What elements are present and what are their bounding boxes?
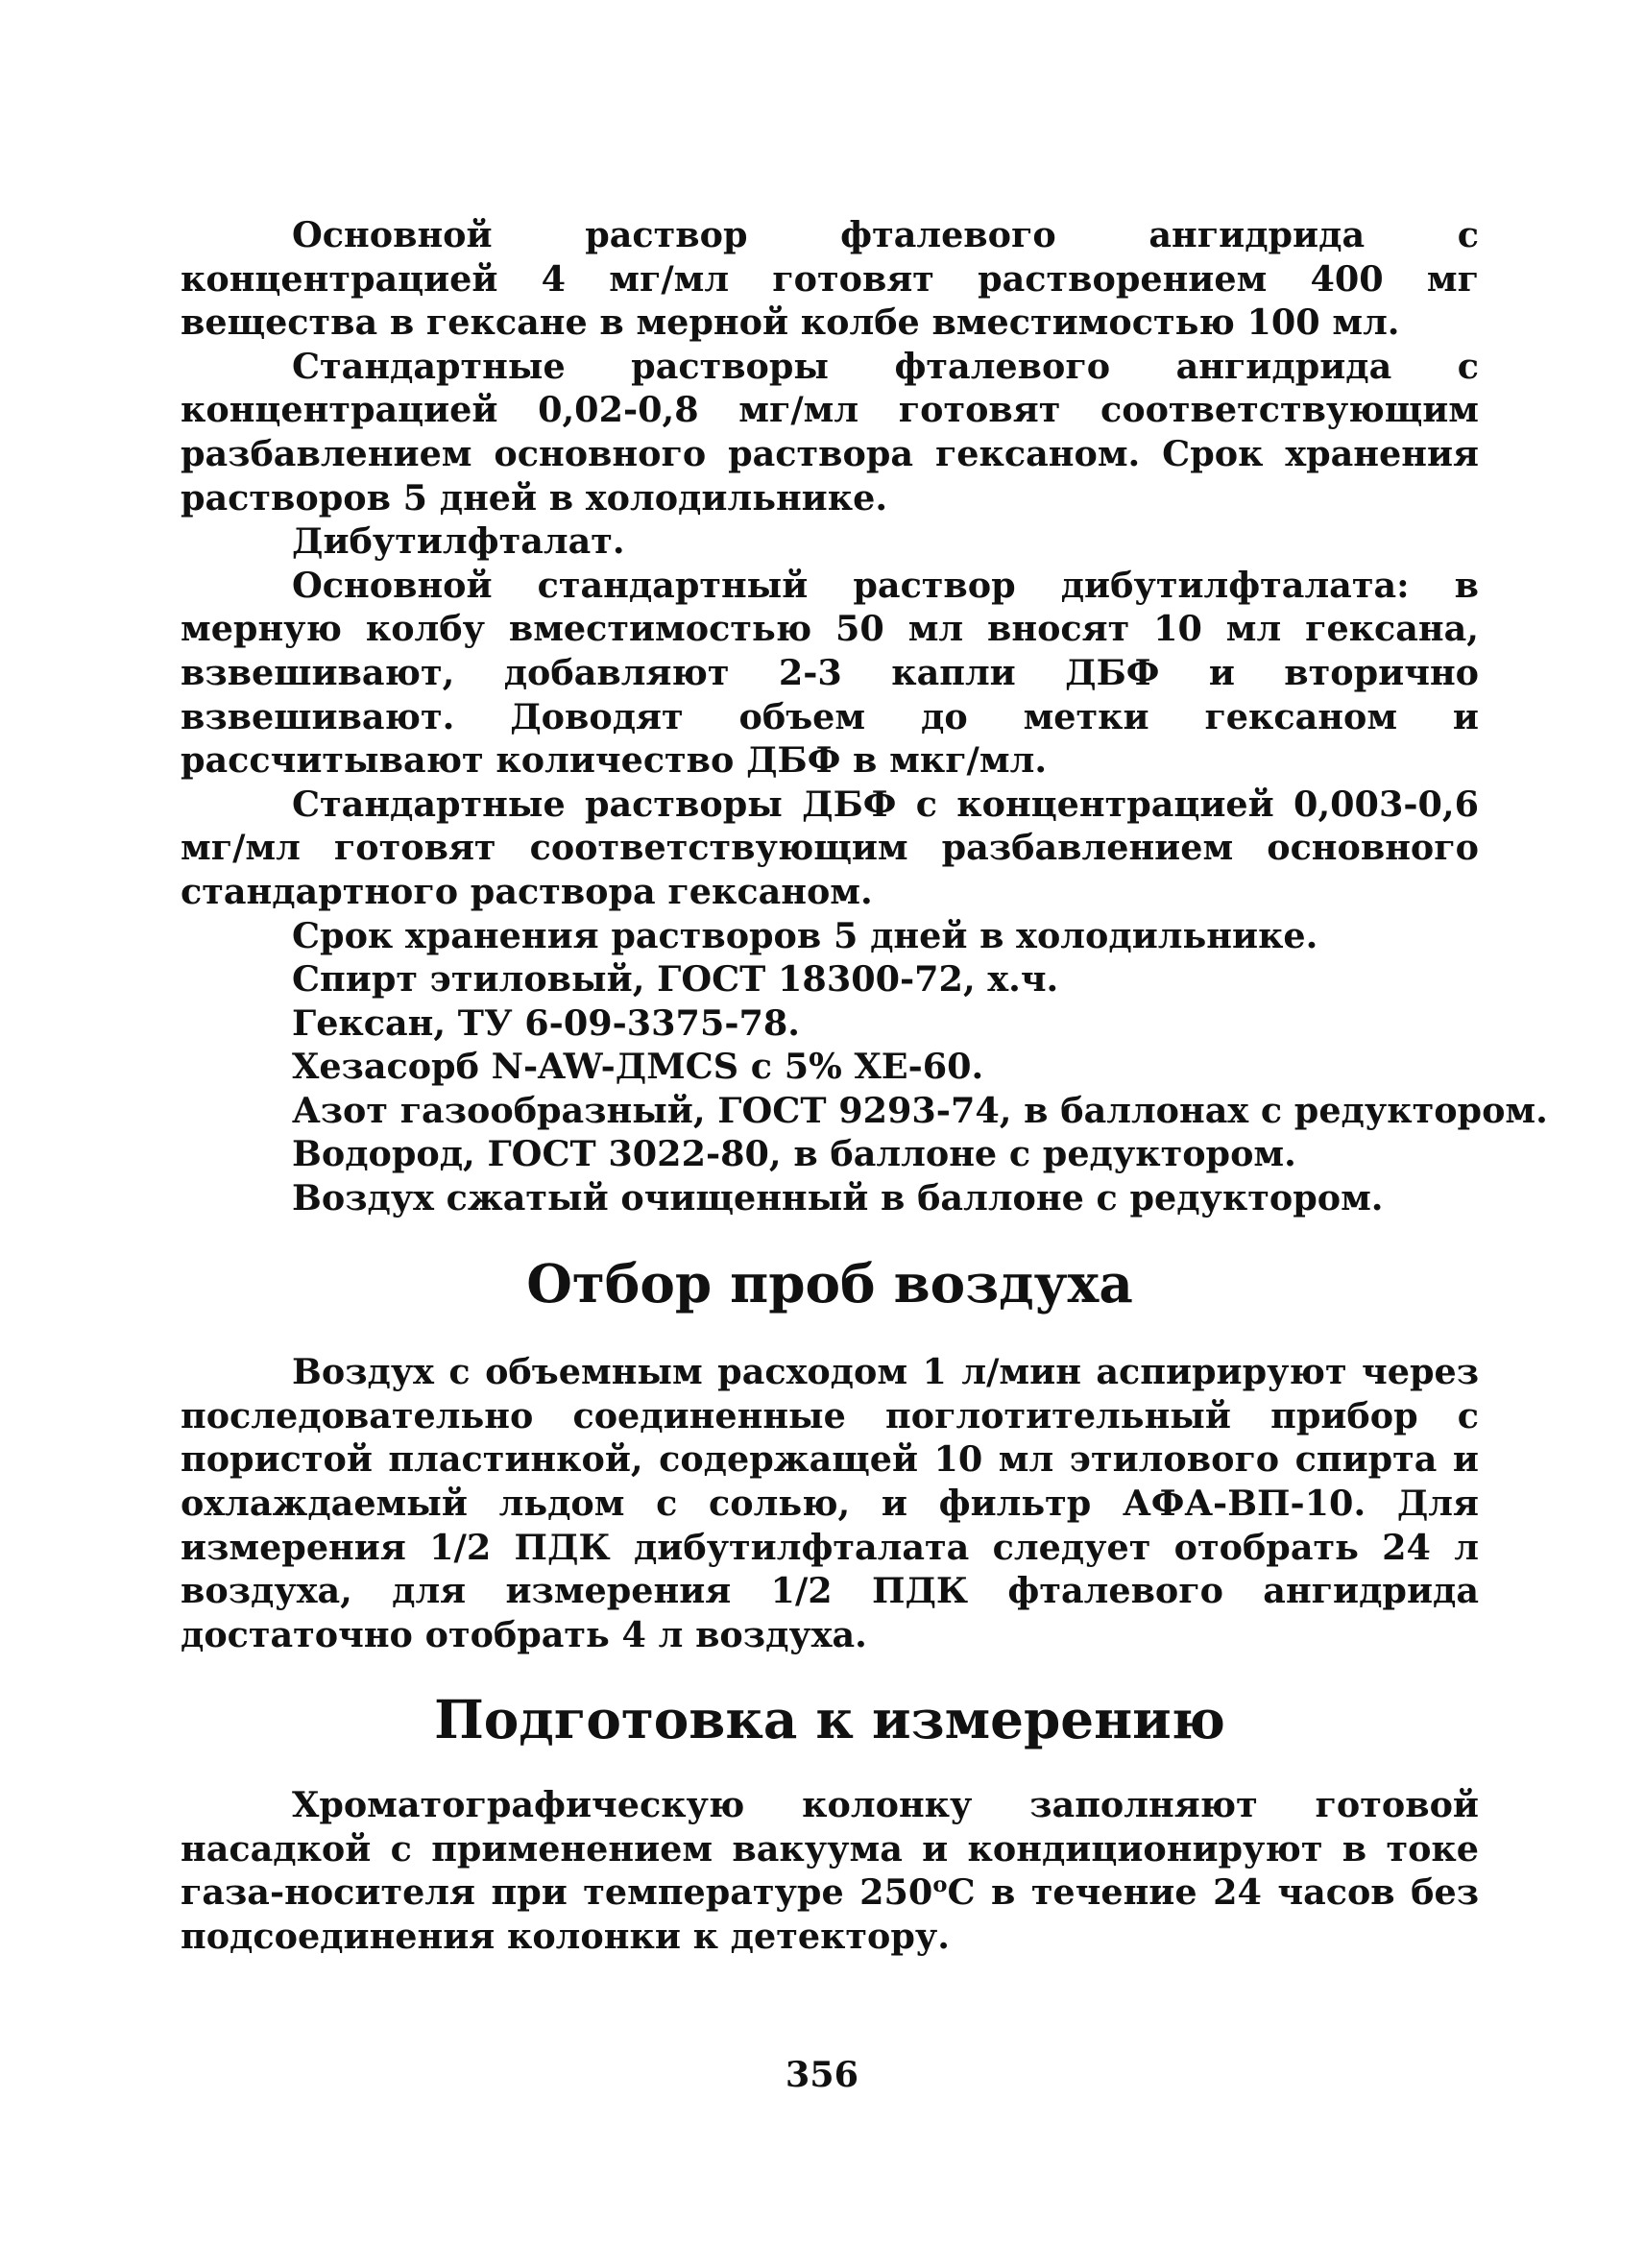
paragraph-measurement-preparation	[181, 1783, 1479, 1958]
degree-sign: о	[932, 1872, 948, 1898]
paragraph-standard-solutions-dbp: Стандартные растворы ДБФ с концентрацией 0,003-0,6 мг/мл готовят соответствующим разбавлением основного стандартного раствора гексаном.	[181, 783, 1479, 912]
reagent-line: Срок хранения растворов 5 дней в холодильнике.	[292, 914, 1318, 956]
page-body	[181, 213, 1548, 1958]
section-heading-air-sampling: Отбор проб воздуха	[526, 1252, 1133, 1315]
reagent-line: Гексан, ТУ 6-09-3375-78.	[292, 1001, 801, 1044]
paragraph-air-sampling: Воздух с объемным расходом 1 л/мин аспирируют через последовательно соединенные поглотительный прибор с пористой пластинкой, содержащей 10 мл этилового спирта и охлаждаемый льдом с солью, и фильтр АФА-ВП-10. Для измерения 1/2 ПДК дибутилфталата следует отобрать 24 л воздуха, для измерения 1/2 ПДК фталевого ангидрида достаточно отобрать 4 л воздуха.	[181, 1351, 1479, 1655]
paragraph-standard-solutions-phthalic: Стандартные растворы фталевого ангидрида с концентрацией 0,02-0,8 мг/мл готовят соответствующим разбавлением основного раствора гексаном. Срок хранения растворов 5 дней в холодильнике.	[181, 345, 1479, 519]
reagent-line: Спирт этиловый, ГОСТ 18300-72, х.ч.	[292, 958, 1059, 1001]
preparation-text-before: Хроматографическую колонку заполняют готовой насадкой с применением вакуума и кондиционируют в токе газа-носителя при температуре 250	[181, 1784, 1479, 1914]
paragraph-stock-solution-phthalic: Основной раствор фталевого ангидрида с концентрацией 4 мг/мл готовят растворением 400 мг вещества в гексане в мерной колбе вместимостью 100 мл.	[181, 214, 1479, 344]
reagent-line: Азот газообразный, ГОСТ 9293-74, в баллонах с редуктором.	[292, 1089, 1548, 1131]
reagent-line: Воздух сжатый очищенный в баллоне с редуктором.	[292, 1177, 1384, 1219]
reagent-line: Хезасорб N-AW-ДMCS с 5% ХЕ-60.	[292, 1046, 984, 1088]
section-heading-measurement-preparation: Подготовка к измерению	[434, 1689, 1225, 1751]
page-number: 356	[785, 2054, 859, 2095]
paragraph-stock-solution-dbp: Основной стандартный раствор дибутилфталата: в мерную колбу вместимостью 50 мл вносят 10 мл гексана, взвешивают, добавляют 2-3 капли ДБФ и вторично взвешивают. Доводят объем до метки гексаном и рассчитывают количество ДБФ в мкг/мл.	[181, 564, 1479, 782]
reagent-line: Водород, ГОСТ 3022-80, в баллоне с редуктором.	[292, 1133, 1296, 1175]
paragraph-dibutylphthalate-title: Дибутилфталат.	[292, 520, 625, 563]
preparation-text-after: С в течение 24 часов без подсоединения колонки к детектору.	[181, 1871, 1480, 1957]
